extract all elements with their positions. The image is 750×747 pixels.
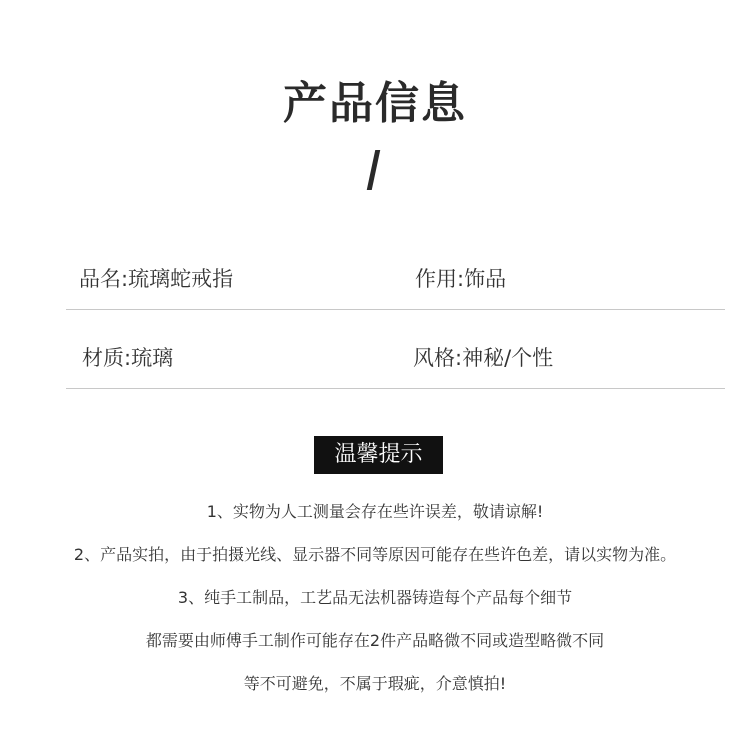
page-title: 产品信息 [283,78,467,129]
product-name-field: 品名:琉璃蛇戒指 [79,267,234,291]
row-divider [66,309,725,310]
tip-note-3: 3、纯手工制品，工艺品无法机器铸造每个产品每个细节 [177,588,573,607]
product-material-field: 材质:琉璃 [82,346,174,370]
title-slash-separator [367,150,381,190]
product-style-field: 风格:神秘/个性 [413,346,554,370]
tip-note-5: 等不可避免，不属于瑕疵，介意慎拍! [243,674,507,693]
row-divider [66,388,725,389]
info-row-name-use [66,264,725,310]
info-row-material-style [66,343,725,389]
tip-note-4: 都需要由师傅手工制作可能存在2件产品略微不同或造型略微不同 [145,631,605,650]
tips-badge: 温馨提示 [314,436,443,474]
tip-note-2: 2、产品实拍，由于拍摄光线、显示器不同等原因可能存在些许色差，请以实物为准。 [73,545,677,564]
product-use-field: 作用:饰品 [415,267,507,291]
tip-note-1: 1、实物为人工测量会存在些许误差，敬请谅解! [206,502,544,521]
